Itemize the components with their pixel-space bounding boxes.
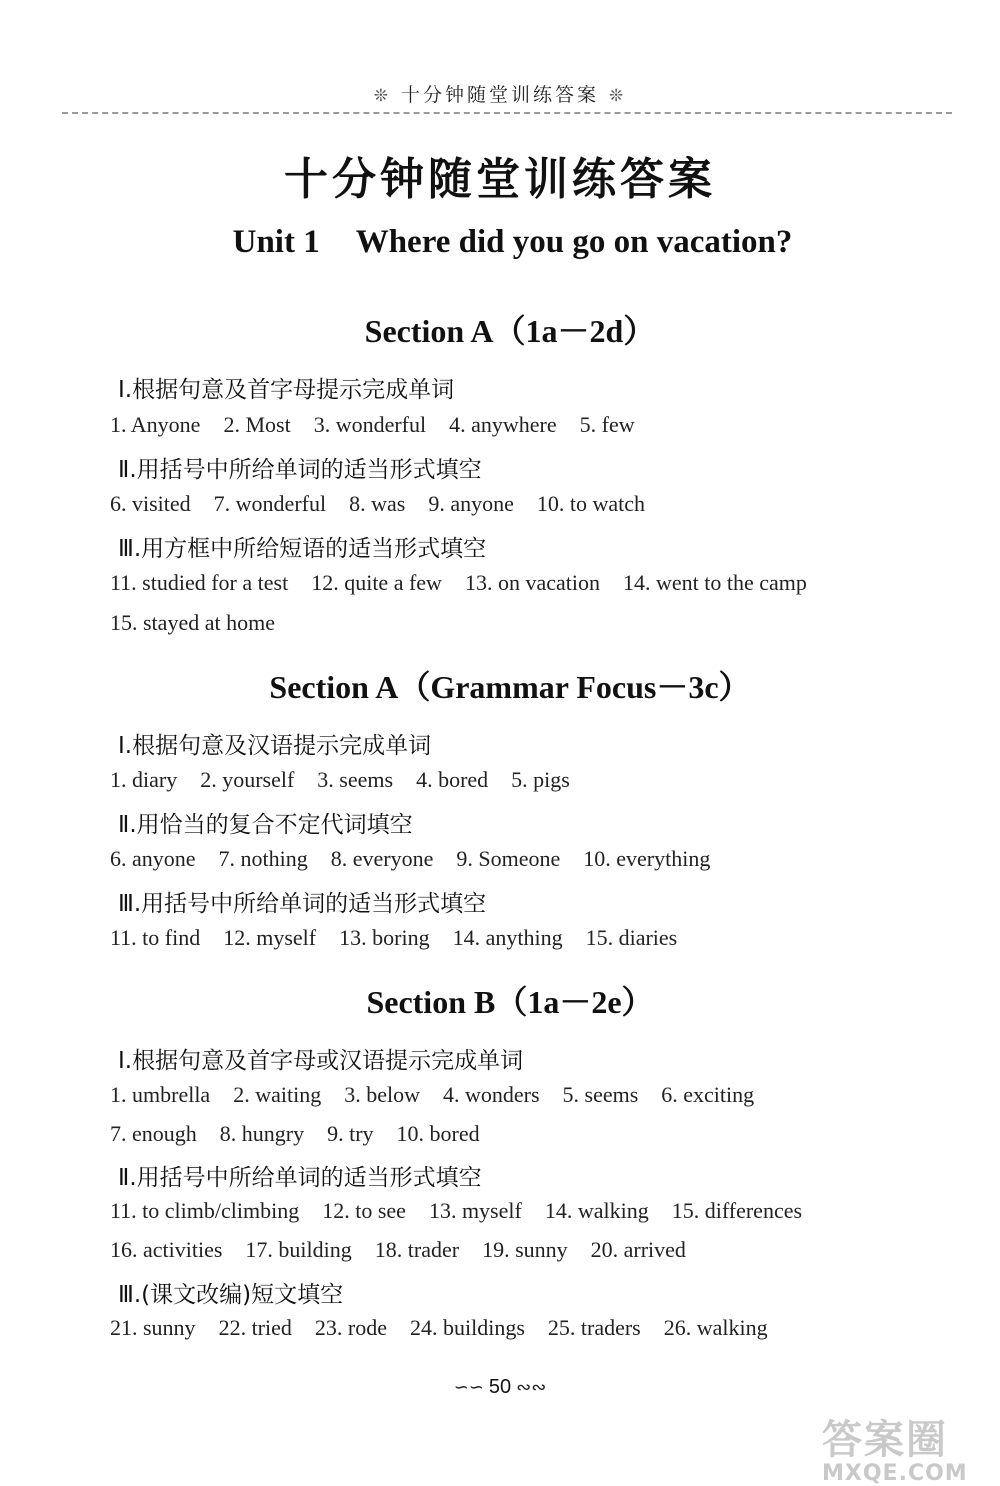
answer-item: 12. to see — [322, 1198, 406, 1223]
answer-item: 3. below — [344, 1082, 420, 1107]
watermark-bottom-text: MXQE.COM — [822, 1461, 968, 1486]
answer-item: 8. was — [349, 491, 406, 516]
answer-item: 26. walking — [663, 1315, 768, 1340]
answer-item: 2. waiting — [233, 1082, 322, 1107]
answer-item: 13. boring — [339, 925, 430, 950]
answer-item: 1. diary — [110, 767, 178, 792]
swirl-right-icon: ∾∾ — [516, 1377, 547, 1397]
page-title: 十分钟随堂训练答案 — [284, 154, 716, 205]
section-title: Section A（Grammar Focus－3c） — [269, 669, 751, 705]
running-head-text: 十分钟随堂训练答案 — [400, 84, 599, 106]
answer-item: 21. sunny — [110, 1315, 196, 1340]
answer-item: 1. Anyone — [110, 412, 201, 437]
answer-item: 10. everything — [583, 846, 711, 871]
answer-item: 23. rode — [314, 1315, 387, 1340]
answer-item: 9. try — [327, 1121, 374, 1146]
answer-item: 6. anyone — [110, 846, 196, 871]
answer-item: 6. exciting — [661, 1082, 755, 1107]
answer-item: 3. seems — [317, 767, 394, 792]
answer-line — [110, 1237, 709, 1263]
swirl-left-icon: ∽∽ — [453, 1377, 484, 1397]
snowflake-ornament-icon: ❊ — [609, 86, 627, 106]
part-heading: Ⅲ.用方框中所给短语的适当形式填空 — [118, 536, 487, 562]
answer-item: 4. anywhere — [449, 412, 557, 437]
answer-item: 22. tried — [218, 1315, 292, 1340]
section-title: Section A（1a－2d） — [364, 313, 656, 349]
answer-item: 17. building — [245, 1237, 352, 1262]
answer-item: 19. sunny — [482, 1237, 568, 1262]
page-number-text: 50 — [488, 1376, 512, 1398]
answer-item: 7. wonderful — [213, 491, 327, 516]
answer-line — [110, 610, 298, 636]
answer-item: 8. hungry — [219, 1121, 305, 1146]
running-head — [0, 80, 1000, 107]
answer-item: 1. umbrella — [110, 1082, 211, 1107]
answer-item: 8. everyone — [330, 846, 434, 871]
answer-item: 4. bored — [416, 767, 489, 792]
header-divider — [62, 112, 952, 114]
answer-line — [110, 925, 700, 951]
answer-line — [110, 1198, 825, 1224]
answer-item: 13. myself — [428, 1198, 522, 1223]
answer-item: 11. to climb/climbing — [110, 1198, 300, 1223]
answer-item: 14. anything — [452, 925, 563, 950]
part-heading: Ⅱ.用恰当的复合不定代词填空 — [118, 812, 413, 838]
answer-item: 7. nothing — [218, 846, 308, 871]
unit-label: Unit 1 — [232, 224, 320, 260]
answer-item: 16. activities — [110, 1237, 223, 1262]
answer-item: 2. Most — [223, 412, 291, 437]
answer-item: 20. arrived — [590, 1237, 686, 1262]
watermark-top-text: 答案圈 — [822, 1417, 948, 1463]
part-heading: Ⅲ.(课文改编)短文填空 — [118, 1282, 344, 1308]
answer-item: 25. traders — [547, 1315, 641, 1340]
answer-line — [110, 570, 830, 596]
unit-title — [0, 224, 1000, 261]
answer-line — [110, 1315, 791, 1341]
answer-item: 2. yourself — [200, 767, 295, 792]
part-heading: Ⅰ.根据句意及汉语提示完成单词 — [118, 733, 432, 759]
answer-item: 13. on vacation — [464, 570, 600, 595]
answer-item: 5. few — [579, 412, 635, 437]
unit-question: Where did you go on vacation? — [355, 224, 793, 260]
answer-line — [110, 1082, 777, 1108]
watermark-logo — [822, 1408, 992, 1486]
part-heading: Ⅱ.用括号中所给单词的适当形式填空 — [118, 1165, 482, 1191]
answer-line — [110, 1121, 503, 1147]
answer-item: 15. diaries — [585, 925, 678, 950]
answer-item: 15. stayed at home — [110, 610, 275, 635]
answer-item: 3. wonderful — [313, 412, 427, 437]
answer-item: 12. quite a few — [311, 570, 442, 595]
answer-item: 9. anyone — [428, 491, 514, 516]
part-heading: Ⅲ.用括号中所给单词的适当形式填空 — [118, 891, 487, 917]
snowflake-ornament-icon: ❊ — [373, 86, 391, 106]
answer-item: 11. to find — [110, 925, 201, 950]
answer-item: 5. pigs — [511, 767, 570, 792]
answer-item: 9. Someone — [456, 846, 561, 871]
answer-item: 14. went to the camp — [622, 570, 807, 595]
page-number — [0, 1376, 1000, 1399]
answer-item: 4. wonders — [442, 1082, 540, 1107]
answer-item: 18. trader — [374, 1237, 460, 1262]
part-heading: Ⅰ.根据句意及首字母或汉语提示完成单词 — [118, 1048, 524, 1074]
answer-item: 6. visited — [110, 491, 191, 516]
answer-item: 11. studied for a test — [110, 570, 289, 595]
answer-item: 15. differences — [671, 1198, 803, 1223]
answer-item: 14. walking — [544, 1198, 649, 1223]
part-heading: Ⅰ.根据句意及首字母提示完成单词 — [118, 377, 455, 403]
part-heading: Ⅱ.用括号中所给单词的适当形式填空 — [118, 457, 482, 483]
answer-item: 7. enough — [110, 1121, 197, 1146]
answer-line — [110, 767, 593, 793]
answer-item: 5. seems — [562, 1082, 639, 1107]
answer-item: 10. bored — [396, 1121, 480, 1146]
section-title: Section B（1a－2e） — [366, 984, 654, 1020]
answer-line — [110, 491, 668, 517]
answer-item: 10. to watch — [536, 491, 645, 516]
answer-item: 24. buildings — [409, 1315, 525, 1340]
answer-line — [110, 412, 658, 438]
answer-item: 12. myself — [223, 925, 317, 950]
answer-line — [110, 846, 733, 872]
